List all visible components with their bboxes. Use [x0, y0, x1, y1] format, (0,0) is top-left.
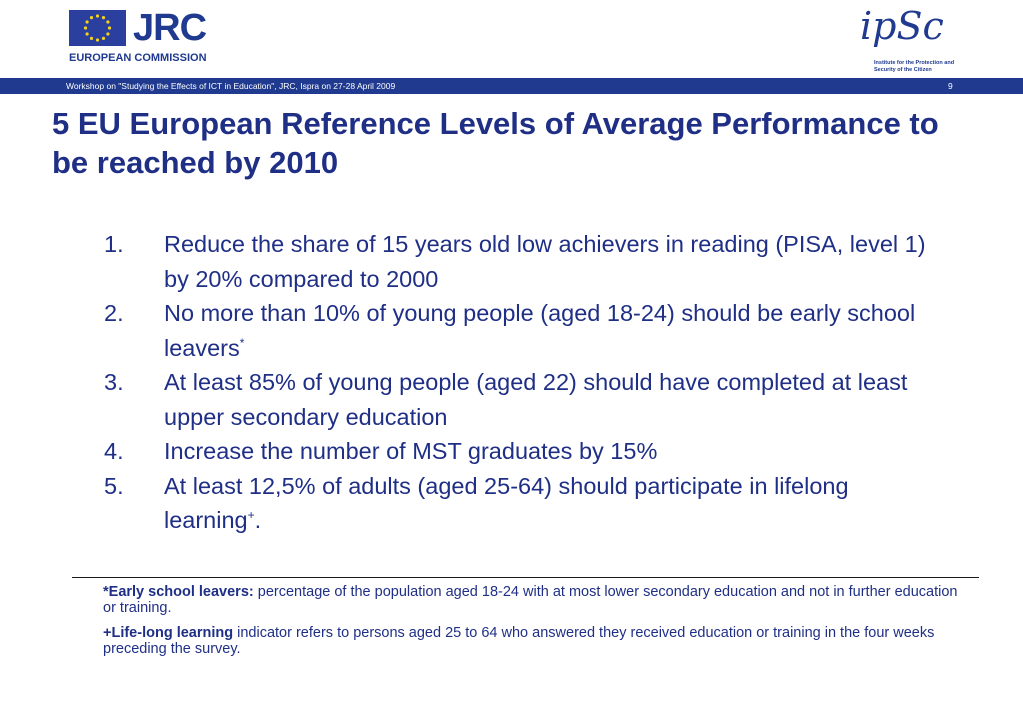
list-item — [104, 296, 944, 365]
list-item — [104, 365, 944, 434]
eu-flag-logo — [69, 10, 126, 46]
ipsc-logo-caption: Institute for the Protection and Security of the Citizen — [874, 60, 955, 73]
list-item-text: At least 85% of young people (aged 22) should have completed at least upper secondary education — [164, 369, 908, 430]
list-item-number: 5. — [104, 472, 124, 499]
footnote-divider — [72, 577, 979, 578]
ipsc-logo-text: ipSc — [860, 4, 944, 48]
list-item — [104, 469, 944, 538]
list-item-number: 4. — [104, 438, 124, 464]
footnote-term: *Early school leavers: — [103, 584, 254, 600]
list-item-text: Increase the number of MST graduates by 15% — [164, 438, 658, 464]
list-item — [104, 227, 944, 296]
footnotes — [103, 584, 963, 666]
list-item-text: At least 12,5% of adults (aged 25-64) should participate in lifelong learning — [164, 472, 849, 533]
list-item-number: 1. — [104, 231, 124, 257]
footnote — [103, 625, 963, 657]
slide-title: 5 EU European Reference Levels of Average Performance to be reached by 2010 — [52, 106, 939, 180]
footnote-term: +Life-long learning — [103, 625, 234, 641]
reference-levels-list — [104, 227, 944, 538]
list-item — [104, 434, 944, 469]
list-item-text: No more than 10% of young people (aged 18-24) should be early school leavers — [164, 300, 916, 361]
footnote-marker: + — [247, 508, 255, 523]
footnote — [103, 584, 963, 616]
footnote-text: percentage of the population aged 18-24 with at most lower secondary education and not in further education or training. — [103, 584, 958, 616]
workshop-caption: Workshop on "Studying the Effects of ICT in Education", JRC, Ispra on 27-28 April 2009 — [66, 81, 396, 91]
list-item-trail: . — [254, 507, 262, 533]
jrc-logo-text: JRC — [133, 7, 207, 49]
footnote-text: indicator refers to persons aged 25 to 64 who answered they received education or training in the four weeks preceding the survey. — [103, 625, 935, 657]
list-item-number: 2. — [104, 300, 124, 326]
footnote-marker: * — [239, 335, 245, 350]
list-item-text: Reduce the share of 15 years old low achievers in reading (PISA, level 1) by 20% compared to 2000 — [164, 231, 926, 292]
page-number: 9 — [948, 81, 953, 91]
eu-stars-icon — [69, 10, 126, 46]
list-item-number: 3. — [104, 369, 124, 395]
ipsc-logo — [860, 4, 970, 82]
european-commission-label: EUROPEAN COMMISSION — [69, 52, 207, 64]
